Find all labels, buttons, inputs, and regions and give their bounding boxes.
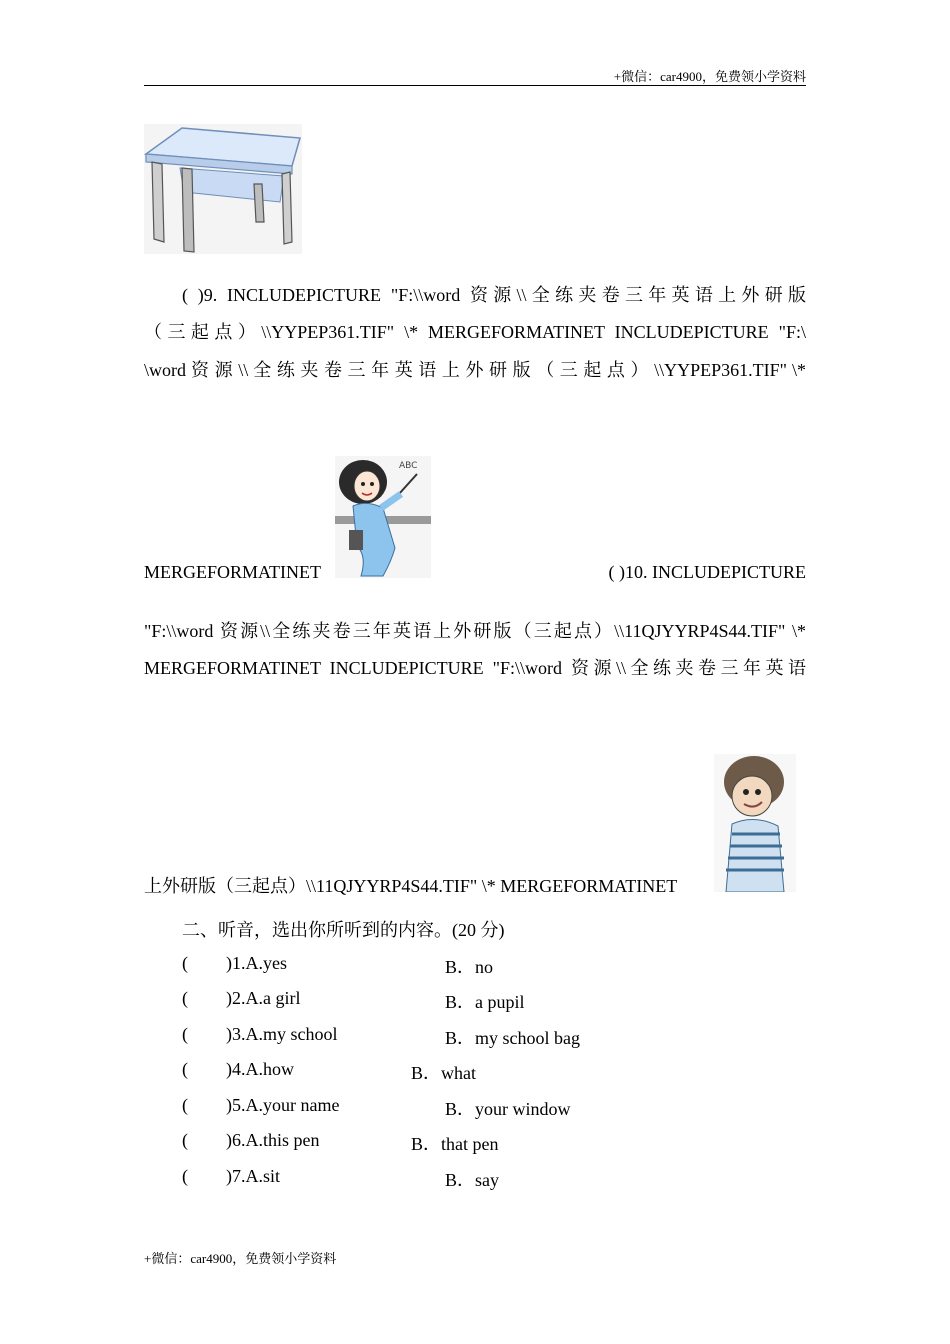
q9-line4: MERGEFORMATINET <box>144 562 322 582</box>
boy-illustration <box>714 754 796 892</box>
answer-paren: ( <box>182 1095 188 1115</box>
answer-paren: ( <box>182 1130 188 1150</box>
teacher-illustration <box>335 456 431 578</box>
section-2-title: 二、听音，选出你所听到的内容。(20 分) <box>182 920 505 940</box>
answer-paren: ( <box>182 988 188 1008</box>
q10-heading: ( )10. INCLUDEPICTURE <box>608 562 806 582</box>
answer-paren: ( <box>182 1166 188 1186</box>
option-a: )3.A.my school <box>226 1024 338 1044</box>
q10-line1: "F:\\word 资源\\全练夹卷三年英语上外研版（三起点）\\11QJYYRP4S44.TIF" \* <box>144 621 806 641</box>
answer-paren: ( <box>182 953 188 973</box>
q9-line1: ( )9. INCLUDEPICTURE "F:\\word 资源\\全练夹卷三年英语上外研版 <box>182 285 806 305</box>
option-b: B．your window <box>445 1099 571 1119</box>
option-b: B．what <box>411 1063 476 1083</box>
option-b: B．no <box>445 957 494 977</box>
option-a: )5.A.your name <box>226 1095 340 1115</box>
q9-line2: （三起点）\\YYPEP361.TIF" \* MERGEFORMATINET INCLUDEPICTURE "F:\ <box>144 322 806 342</box>
header-rule <box>144 85 806 86</box>
q9-line3: \word 资 源 \\ 全 练 夹 卷 三 年 英 语 上 外 研 版 （ 三 起 点 ） \\YYPEP361.TIF" \* <box>144 360 806 380</box>
option-b: B．my school bag <box>445 1028 580 1048</box>
svg-text:ABC: ABC <box>399 461 418 471</box>
option-a: )2.A.a girl <box>226 988 301 1008</box>
option-a: )7.A.sit <box>226 1166 280 1186</box>
q10-line3: 上外研版（三起点）\\11QJYYRP4S44.TIF" \* MERGEFORMATINET <box>144 876 678 896</box>
answer-paren: ( <box>182 1024 188 1044</box>
option-a: )4.A.how <box>226 1059 294 1079</box>
option-b: B．that pen <box>411 1134 499 1154</box>
desk-illustration <box>144 124 302 254</box>
q10-line2: MERGEFORMATINET INCLUDEPICTURE "F:\\word 资源\\全练夹卷三年英语 <box>144 658 806 678</box>
page-header: +微信：car4900，免费领小学资料 <box>613 69 806 84</box>
option-a: )6.A.this pen <box>226 1130 320 1150</box>
option-a: )1.A.yes <box>226 953 287 973</box>
answer-paren: ( <box>182 1059 188 1079</box>
option-b: B．a pupil <box>445 992 525 1012</box>
page-footer: +微信：car4900，免费领小学资料 <box>144 1251 337 1266</box>
option-b: B．say <box>445 1170 499 1190</box>
